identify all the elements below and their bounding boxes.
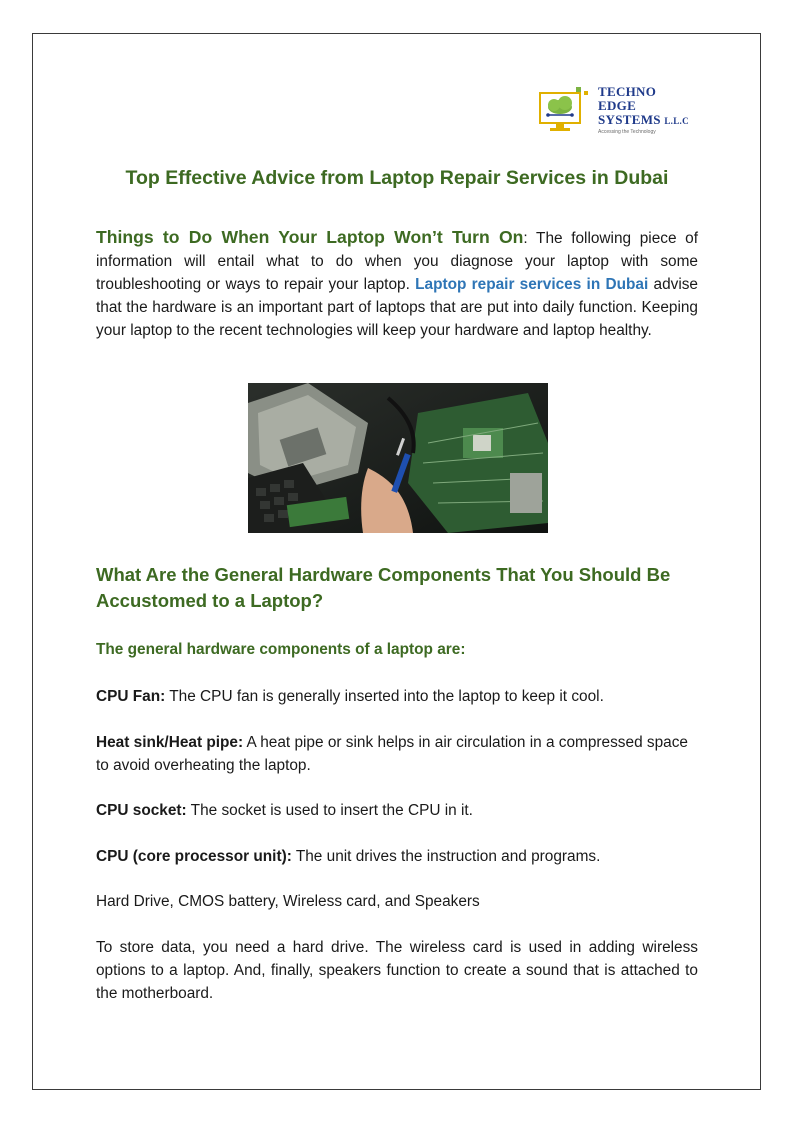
logo-line-2: EDGE [598, 98, 637, 113]
logo-systems: SYSTEMS [598, 112, 661, 127]
component-text: The CPU fan is generally inserted into the laptop to keep it cool. [165, 688, 604, 705]
intro-paragraph [96, 226, 698, 342]
subheading: The general hardware components of a laptop are: [96, 641, 466, 658]
component-label: CPU socket: [96, 802, 187, 819]
page-title: Top Effective Advice from Laptop Repair Services in Dubai [125, 167, 669, 189]
other-parts: Hard Drive, CMOS battery, Wireless card, and Speakers [96, 893, 480, 910]
intro-colon: : [523, 230, 528, 247]
intro-text-2: advise that the hardware is an important part of laptops that are put into daily function. Keeping your laptop to the recent technologies will keep your hardware and laptop healthy. [96, 276, 698, 339]
laptop-repair-link[interactable]: Laptop repair services in Dubai [415, 276, 649, 293]
logo-tagline: Accessing the Technology [598, 129, 656, 135]
component-cpu-socket [96, 799, 698, 822]
component-label: Heat sink/Heat pipe: [96, 734, 244, 751]
component-heat-sink [96, 731, 698, 777]
section-heading: What Are the General Hardware Components That You Should Be Accustomed to a Laptop? [96, 564, 671, 611]
component-text: A heat pipe or sink helps in air circulation in a compressed space to avoid overheating the laptop. [96, 734, 688, 774]
intro-heading: Things to Do When Your Laptop Won’t Turn On [96, 227, 524, 247]
company-logo [538, 85, 698, 135]
intro-text-1: The following piece of information will entail what to do when you diagnose your laptop with some troubleshooting or ways to repair your laptop. [96, 230, 698, 293]
logo-llc: L.L.C [664, 116, 689, 126]
laptop-repair-illustration [248, 383, 548, 533]
logo-wordmark [598, 85, 689, 135]
logo-monitor-icon [538, 85, 598, 135]
component-cpu [96, 845, 698, 868]
component-text: The socket is used to insert the CPU in it. [186, 802, 473, 819]
laptop-repair-photo [248, 383, 548, 533]
component-cpu-fan [96, 685, 698, 708]
logo-line-3 [598, 113, 689, 128]
closing-paragraph: To store data, you need a hard drive. The wireless card is used in adding wireless options to a laptop. And, finally, speakers function to create a sound that is attached to the motherboard. [96, 939, 698, 1002]
component-text: The unit drives the instruction and programs. [291, 848, 601, 865]
component-label: CPU (core processor unit): [96, 848, 292, 865]
logo-line-1: TECHNO [598, 84, 657, 99]
component-label: CPU Fan: [96, 688, 166, 705]
